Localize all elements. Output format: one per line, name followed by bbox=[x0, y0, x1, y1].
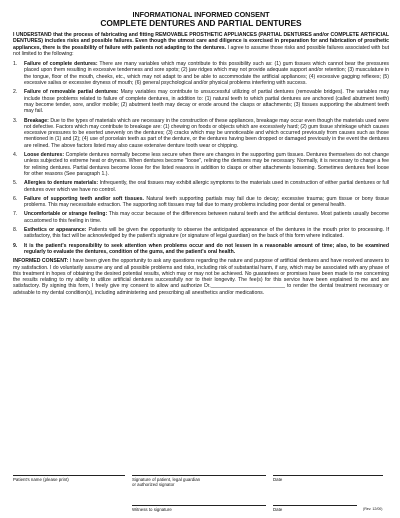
item-number: 8. bbox=[13, 227, 18, 234]
informed-consent-paragraph bbox=[13, 258, 389, 296]
witness-signature-line[interactable] bbox=[132, 505, 266, 506]
list-item bbox=[13, 227, 389, 240]
form-header-line1: INFORMATIONAL INFORMED CONSENT bbox=[132, 10, 270, 19]
patient-signature-label-2: or authorized signator bbox=[132, 482, 175, 487]
item-title: Failure of supporting teeth and/or soft tissues. bbox=[24, 195, 144, 202]
signature-block bbox=[13, 472, 389, 516]
form-header-line2: COMPLETE DENTURES AND PARTIAL DENTURES bbox=[100, 18, 302, 28]
item-text: Due to the types of materials which are necessary in the construction of these appliances, breakage may occur even though the materials used were not defective. Factors which may contribute to breakage are: (1) chewing on foods or objects which are excessively hard; (2) gum tissue shrinkage which causes excessive pressures to be exerted unevenly on the dentures; (3) cracks which may be unnoticeable and which occurred previously from causes such as those mentioned in (1) and (2); (4) use of porcelain teeth as part of the denture, or the dentures having been dropped or damaged previously in the event the dentures are relined. The above factors listed may also cause extensive denture tooth wear or chipping. bbox=[24, 117, 389, 149]
list-item bbox=[13, 211, 389, 224]
item-text: Patients will be given the opportunity to observe the anticipated appearance of the dentures in the mouth prior to processing. If satisfactory, this fact will be acknowledged by the patient's signature (or signature of legal guardian) on the back of this form where indicated. bbox=[24, 227, 390, 240]
item-title: Loose dentures: bbox=[24, 152, 65, 159]
item-title: Breakage: bbox=[24, 117, 49, 124]
consent-text: I have been given the opportunity to ask any questions regarding the nature and purpose of artificial dentures and have received answers to my satisfaction. I do voluntarily assume any and all possible problems and risks, including risk of substantial harm, if any, which may be associated with any phase of this treatment in hopes of obtaining the desired potential results, which may or may not be achieved. No guarantees or promises have been made to me concerning the results relating to my ability to utilize artificial dentures successfully nor to their longevity. The fee(s) for this service have been explained to me and are satisfactory. By signing this form, I freely give my consent to allow and authorize Dr.__________________________ to render the dental treatment necessary or advisable to my dental condition(s), including administering and prescribing all anesthetics and/or medications. bbox=[13, 258, 389, 296]
item-text: Many variables may contribute to unsuccessful utilizing of partial dentures (removable bridges). The variables may include those problems related to failure of complete dentures, in addition to: (1) natural teeth to which partial dentures are anchored (called abutment teeth) may become tender, sore, and/or mobile; (2) abutment teeth may decay or erode around the clasps or attachments; (3) tissues supporting the abutment teeth may fail. bbox=[24, 89, 390, 115]
date-line-1[interactable] bbox=[273, 475, 383, 476]
item-title: Uncomfortable or strange feeling: bbox=[24, 211, 108, 218]
item-text: There are many variables which may contribute to this possibility such as: (1) gum tissues which cannot bear the pressures placed upon them resulting in excessive tenderness and sore spots; (2) jaw ridges which may not provide adequate support and/or retention; (3) musculature in the tongue, floor of the mouth, cheeks, etc., which may not adapt to and be able to accommodate the artificial appliances; (4) excessive gagging reflexes; (5) excessive saliva or excessive dryness of mouth; (6) general psychological and/or physical problems interfering with success. bbox=[24, 61, 389, 87]
list-item bbox=[13, 243, 389, 256]
patient-name-label: Patient's name (please print) bbox=[13, 477, 69, 482]
patient-name-line[interactable] bbox=[13, 475, 125, 476]
item-number: 9. bbox=[13, 242, 18, 249]
list-item bbox=[13, 180, 389, 193]
item-text: Natural teeth supporting partials may fail due to decay; excessive trauma; gum tissue or bony tissue problems. This may necessitate extraction. The supporting soft tissues may fail due to many problems including poor dental or general health. bbox=[24, 195, 389, 209]
risk-list bbox=[13, 61, 389, 255]
item-number: 2. bbox=[13, 89, 18, 96]
item-title: Esthetics or appearance: bbox=[24, 227, 87, 234]
item-text: Infrequently, the oral tissues may exhibit allergic symptoms to the materials used in construction of either partial dentures or full dentures over which we have no control. bbox=[24, 180, 389, 193]
item-title: Failure of complete dentures: bbox=[24, 61, 98, 68]
list-item bbox=[13, 196, 389, 209]
item-text: Complete dentures normally become less secure when there are changes in the supporting gum tissues. Dentures themselves do not change unless subjected to extreme heat or dryness. When dentures become "loose", relining the dentures may be necessary. Normally, it is necessary to charge a fee for relining dentures. Partial dentures become loose for the listed reasons in addition to clasps or other attachments loosening. Sometimes dentures feel loose for other reasons (See paragraph 1.). bbox=[24, 152, 389, 177]
item-title: Failure of removable partial dentures: bbox=[24, 89, 119, 96]
item-text: It is the patient's responsibility to seek attention when problems occur and do not lessen in a reasonable amount of time; also, to be examined regularly to evaluate the dentures, condition of the gums, and the patient's oral health. bbox=[24, 242, 389, 255]
item-number: 7. bbox=[13, 211, 18, 218]
item-number: 6. bbox=[13, 195, 18, 202]
item-number: 5. bbox=[13, 180, 18, 187]
date-line-2[interactable] bbox=[273, 505, 357, 506]
item-number: 4. bbox=[13, 152, 18, 159]
list-item bbox=[13, 118, 389, 149]
date-label-1: Date bbox=[273, 477, 283, 482]
list-item bbox=[13, 152, 389, 177]
date-label-2: Date bbox=[273, 507, 283, 512]
patient-signature-label: Signature of patient, legal guardian bbox=[132, 477, 201, 482]
item-text: This may occur because of the differences between natural teeth and the artificial dentures. Most patients usually become accustomed to this feeling in time. bbox=[24, 211, 390, 224]
item-number: 3. bbox=[13, 117, 18, 124]
consent-title: INFORMED CONSENT: bbox=[13, 258, 69, 265]
item-title: Allergies to denture materials: bbox=[24, 180, 99, 187]
intro-bold-text: I UNDERSTAND that the process of fabricating and fitting REMOVABLE PROSTHETIC APPLIANCES (PARTIAL DENTURES and/or COMPLETE ARTIFICIAL DENTURES) includes risks and possible failures. Even though the utmost care and diligence is exercised in preparation for and fabrication of prosthetic appliances, there is the possibility of failure with patients not adapting to the dentures. bbox=[13, 32, 389, 51]
intro-paragraph bbox=[13, 32, 389, 57]
intro-rest-text: I agree to assume those risks and possible failures associated with but not limited to the following: bbox=[13, 44, 390, 57]
list-item bbox=[13, 61, 389, 86]
revision-label: (Rev. 12/00) bbox=[363, 507, 383, 511]
witness-label: Witness to signature bbox=[132, 507, 172, 512]
list-item bbox=[13, 89, 389, 114]
patient-signature-line[interactable] bbox=[132, 475, 266, 476]
item-number: 1. bbox=[13, 61, 18, 68]
